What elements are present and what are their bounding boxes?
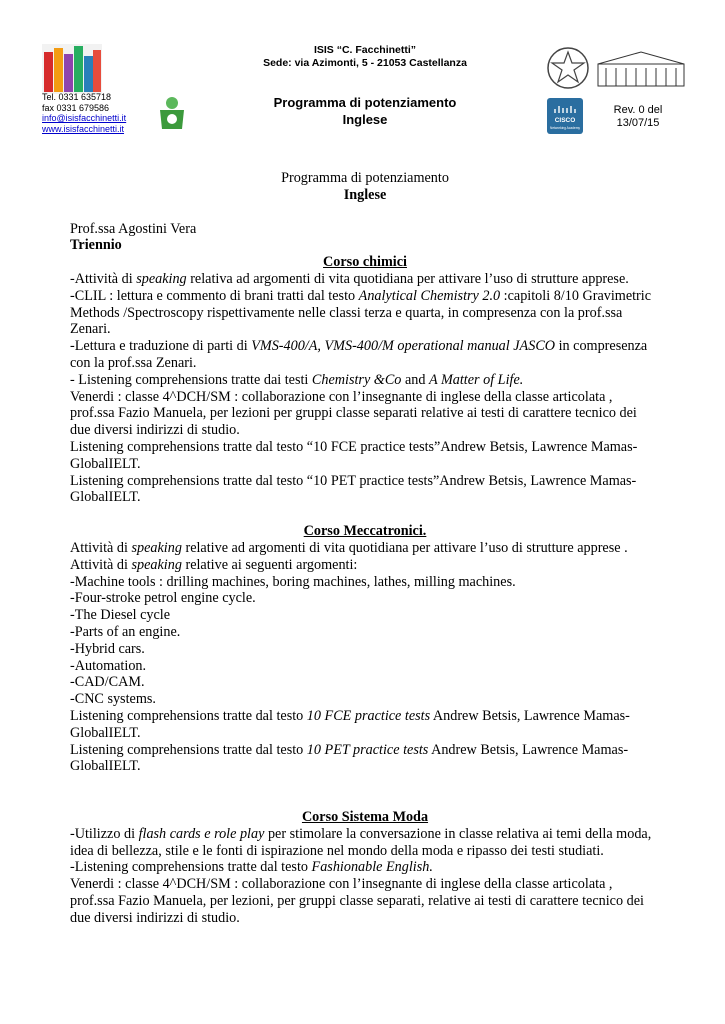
revision-info [598,104,678,130]
email-link[interactable]: info@isisfacchinetti.it [42,113,127,123]
doc-title-line2: Inglese [343,186,387,203]
list-item: -Four-stroke petrol engine cycle. [70,590,256,607]
building-icon [596,50,686,90]
republic-emblem-icon [543,44,593,92]
fax: fax 0331 679586 [42,102,110,113]
header-title [200,94,530,128]
cisco-logo-text: CISCO [554,117,576,124]
teacher-name: Prof.ssa Agostini Vera [70,220,197,237]
contact-info [42,92,126,134]
paragraph: - Listening comprehensions tratte dai testi Chemistry &Co and A Matter of Life. [70,371,524,388]
paragraph: -Lettura e traduzione di parti di VMS-400/A, VMS-400/M operational manual JASCO in compresenza con la prof.ssa Zenari. [70,338,648,371]
paragraph: -Utilizzo di flash cards e role play per stimolare la conversazione in classe relativa ai temi della moda, idea di bellezza, stile e le fonti di ispirazione nel mondo della moda e ripasso dei testi studiati. [70,825,652,859]
eco-school-icon [152,96,192,130]
paragraph: Attività di speaking relative ai seguenti argomenti: [70,556,358,573]
paragraph: Listening comprehensions tratte dal testo 10 PET practice tests Andrew Betsis, Lawrence Mamas-GlobalIELT. [70,741,629,775]
list-item: -Automation. [70,657,147,674]
section-heading-chimici: Corso chimici [323,254,407,271]
section-heading-meccatronici: Corso Meccatronici. [303,523,427,540]
list-item: -The Diesel cycle [70,607,171,624]
paragraph: Venerdi : classe 4^DCH/SM : collaborazione con l’insegnante di inglese della classe articolata , prof.ssa Fazio Manuela, per lezioni, per gruppi classe separati, relative ai testi di carattere tecnico dei due diversi indirizzi di studio. [70,876,644,926]
paragraph: -CLIL : lettura e commento di brani tratti dal testo Analytical Chemistry 2.0 :capitoli 8/10 Gravimetric Methods /Spectroscopy rispettivamente nelle classi terza e quarta, in compresenza con la prof.ssa Zenari. [70,287,652,338]
header-title-line1: Programma di potenziamento [273,95,457,110]
doc-title-line1: Programma di potenziamento [281,170,449,186]
list-item: -Parts of an engine. [70,623,181,640]
level: Triennio [70,237,122,254]
school-logo-icon [42,44,102,94]
revision-date: 13/07/15 [616,117,660,129]
school-block [200,44,530,70]
paragraph: Listening comprehensions tratte dal testo “10 FCE practice tests”Andrew Betsis, Lawrence Mamas-GlobalIELT. [70,438,638,472]
website-link[interactable]: www.isisfacchinetti.it [42,123,125,134]
list-item: -Hybrid cars. [70,640,145,657]
header-title-line2: Inglese [342,112,388,127]
revision-line1: Rev. 0 del [613,104,663,116]
paragraph: -Attività di speaking relativa ad argomenti di vita quotidiana per attivare l’uso di strutture apprese. [70,270,629,287]
phone: Tel. 0331 635718 [42,92,112,102]
cisco-logo-sub: Networking Academy [550,126,580,130]
section-heading-moda: Corso Sistema Moda [301,809,429,826]
list-item: -CAD/CAM. [70,674,145,691]
list-item: -CNC systems. [70,691,156,708]
paragraph: Venerdi : classe 4^DCH/SM : collaborazione con l’insegnante di inglese della classe articolata , prof.ssa Fazio Manuela, per lezioni per gruppi classe separati relative ai testi di carattere tecnico dei due diversi indirizzi di studio. [70,388,637,439]
paragraph: Listening comprehensions tratte dal testo 10 FCE practice tests Andrew Betsis, Lawrence Mamas-GlobalIELT. [70,707,630,741]
paragraph: Attività di speaking relative ad argomenti di vita quotidiana per attivare l’uso di strutture apprese . [70,539,628,556]
list-item: -Machine tools : drilling machines, boring machines, lathes, milling machines. [70,573,516,590]
letterhead [0,40,725,140]
paragraph: -Listening comprehensions tratte dal testo Fashionable English. [70,859,433,876]
school-address: Sede: via Azimonti, 5 - 21053 Castellanza [263,57,467,69]
school-name: ISIS “C. Facchinetti” [313,44,417,56]
document-body [70,170,660,927]
cisco-academy-logo-icon [547,98,583,134]
paragraph: Listening comprehensions tratte dal testo “10 PET practice tests”Andrew Betsis, Lawrence Mamas-GlobalIELT. [70,472,637,506]
